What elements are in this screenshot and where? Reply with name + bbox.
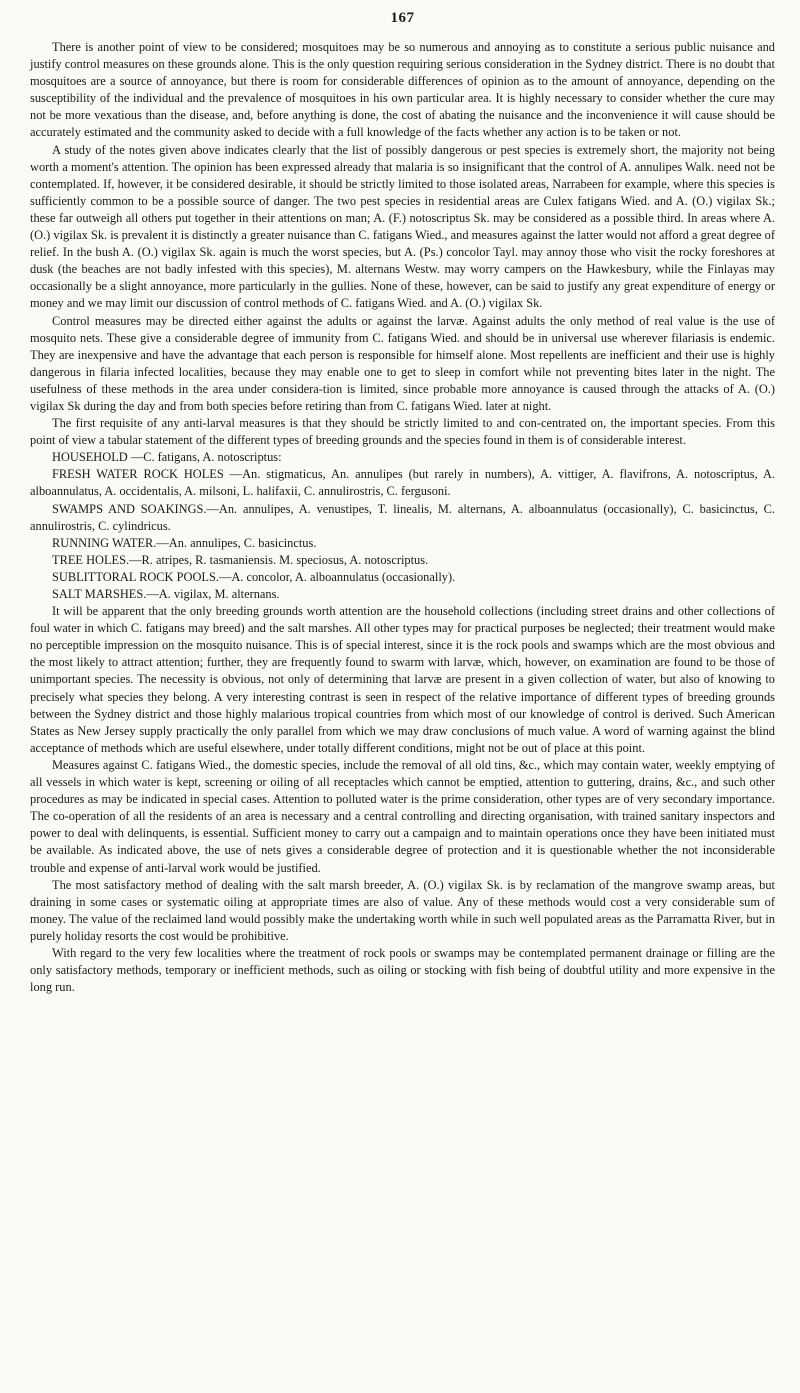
- paragraph-anti-larval: The first requisite of any anti-larval measures is that they should be strictly limited to and con-centrated on, the important species. From this point of view a tabular statement of the different types of breeding grounds and the species found in them is of considerable interest.: [30, 416, 775, 448]
- breeding-fresh-water-rock-holes: FRESH WATER ROCK HOLES —An. stigmaticus, An. annulipes (but rarely in numbers), A. vittiger, A. flavifrons, A. notoscriptus, A. alboannulatus, A. occidentalis, A. milsoni, L. halifaxii, C. annulirostris, C. fergusoni.: [30, 467, 775, 499]
- breeding-sublittoral-rock-pools: SUBLITTORAL ROCK POOLS.—A. concolor, A. alboannulatus (occasionally).: [52, 569, 456, 584]
- paragraph-rock-pools: With regard to the very few localities where the treatment of rock pools or swamps may be contemplated permanent drainage or filling are the only satisfactory methods, temporary or inefficient methods, such as oiling or stocking with fish being of doubtful utility and more expensive in the long run.: [30, 945, 775, 995]
- page-number: 167: [390, 10, 415, 26]
- body-text: [30, 39, 775, 996]
- breeding-tree-holes: TREE HOLES.—R. atripes, R. tasmaniensis. M. speciosus, A. notoscriptus.: [52, 552, 429, 567]
- paragraph-control-measures: Control measures may be directed either against the adults or against the larvæ. Against adults the only method of real value is the use of mosquito nets. These give a considerable degree of immunity from C. fatigans Wied. and should be in universal use wherever filariasis is endemic. They are inexpensive and have the advantage that each person is responsible for himself alone. Most repellents are inefficient and their use is highly dangerous in filaria infected localities, because they may enable one to get to sleep in comfort while not preventing bites later in the night. The usefulness of these methods in the area under considera-tion is limited, since probable more annoyance is caused through the attacks of A. (O.) vigilax Sk during the day and from both species before retiring than from C. fatigans Wied. later at night.: [30, 313, 775, 413]
- paragraph-annoyance: There is another point of view to be considered; mosquitoes may be so numerous and annoying as to constitute a serious public nuisance and justify control measures on these grounds alone. This is the only question requiring serious consideration in the Sydney district. There is no doubt that mosquitoes are a source of annoyance, but there is room for considerable differences of opinion as to the amount of annoyance, depending on the susceptibility of the individual and the prevalence of mosquitoes in his own particular area. It is highly necessary to consider whether the cure may not be more vexatious than the disease, and, before anything is done, the cost of abating the nuisance and the inconvenience it will cause should be accurately estimated and the community asked to decide with a full knowledge of the facts whether any action is to be taken or not.: [30, 40, 775, 140]
- breeding-swamps-soakings: SWAMPS AND SOAKINGS.—An. annulipes, A. venustipes, T. linealis, M. alternans, A. alboannulatus (occasionally), C. basicinctus, C. annulirostris, C. cylindricus.: [30, 501, 775, 533]
- paragraph-breeding-grounds: It will be apparent that the only breeding grounds worth attention are the household collections (including street drains and other collections of foul water in which C. fatigans may breed) and the salt marshes. All other types may for practical purposes be neglected; their treatment would make no perceptible impression on the mosquito nuisance. This is of special interest, since it is the rock pools and swamps which are the most obvious and the most likely to attract attention; further, they are frequently found to swarm with larvæ, which, however, on examination are found to be those of unimportant species. The necessity is obvious, not only of determining that larvæ are present in a given collection of water, but also of knowing to precisely what species they belong. A very interesting contrast is seen in respect of the relative importance of different types of breeding grounds between the Sydney district and those highly malarious tropical countries from which most of our knowledge of control is derived. Such American States as New Jersey supply practically the only parallel from which we may draw conclusions of much value. A word of warning against the blind acceptance of methods which are useful elsewhere, under totally different conditions, might not be out of place at this point.: [30, 604, 775, 755]
- breeding-running-water: RUNNING WATER.—An. annulipes, C. basicinctus.: [52, 535, 317, 550]
- breeding-household: HOUSEHOLD —C. fatigans, A. notoscriptus:: [52, 450, 282, 465]
- breeding-salt-marshes: SALT MARSHES.—A. vigilax, M. alternans.: [52, 587, 280, 601]
- paragraph-salt-marsh: The most satisfactory method of dealing with the salt marsh breeder, A. (O.) vigilax Sk. is by reclamation of the mangrove swamp areas, but draining in some cases or systematic oiling at appropriate times are also of value. Any of these methods would cost a very considerable sum of money. The value of the reclaimed land would possibly make the undertaking worth while in such well populated areas as the Parramatta River, but in purely holiday resorts the cost would be prohibitive.: [30, 877, 775, 943]
- paragraph-pest-species: A study of the notes given above indicates clearly that the list of possibly dangerous or pest species is extremely short, the majority not being worth a moment's attention. The opinion has been expressed already that malaria is so insignificant that the control of A. annulipes Walk. need not be contemplated. If, however, it be considered desirable, it should be strictly limited to those isolated areas, Narrabeen for example, where this species is sufficiently common to be a possible source of danger. The two pest species in residential areas are Culex fatigans Wied. and A. (O.) vigilax Sk.; these far outweigh all others put together in their attentions on man; A. (F.) notoscriptus Sk. may be considered as a possible third. In areas where A. (O.) vigilax Sk. is prevalent it is distinctly a greater nuisance than C. fatigans Wied., and measures against the latter would not afford a great degree of relief. In the bush A. (O.) vigilax Sk. again is much the worst species, but A. (Ps.) concolor Tayl. may annoy those who visit the rocky foreshores at dusk (the beaches are not badly infested with this species), M. alternans Westw. may worry campers on the Hawkesbury, while the Finlayas may occasionally be a slight annoyance, more particularly in the gullies. None of these, however, can be said to justify any great expenditure of energy or money and we may limit our discussion of control methods of C. fatigans Wied. and A. (O.) vigilax Sk.: [30, 142, 775, 311]
- paragraph-domestic-measures: Measures against C. fatigans Wied., the domestic species, include the removal of all old tins, &c., which may contain water, weekly emptying of all vessels in which water is kept, screening or oiling of all receptacles which cannot be emptied, attention to guttering, drains, &c., and such other procedures as may be indicated in special cases. Attention to polluted water is the prime consideration, other types are of very secondary importance. The co-operation of all the residents of an area is necessary and a central controlling and directing organisation, with trained sanitary inspectors and power to deal with delinquents, is essential. Sufficient money to carry out a campaign and to maintain operations once they have been initiated must be available. As indicated above, the use of nets gives a considerable degree of protection and it is questionable whether the not inconsiderable trouble and expense of anti-larval work would be justified.: [30, 757, 775, 875]
